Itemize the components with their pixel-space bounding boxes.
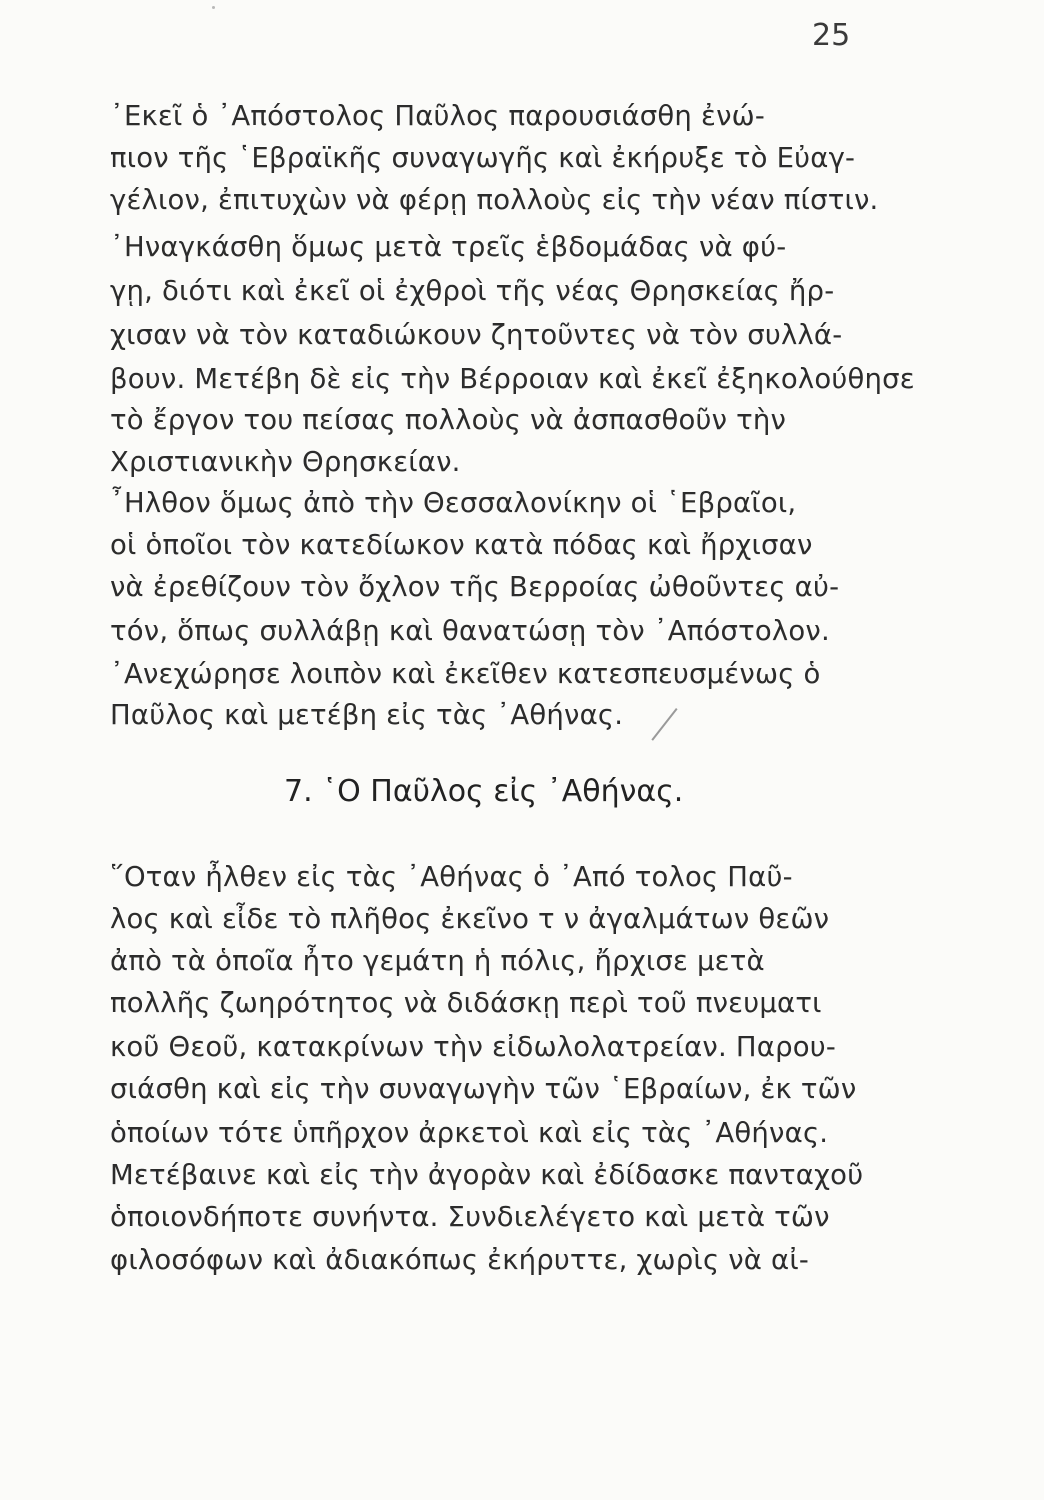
text-line: πιον τῆς ῾Εβραϊκῆς συναγωγῆς καὶ ἐκήρυξε τὸ Εὐαγ- — [110, 142, 856, 174]
text-line: ῏Ηλθον ὅμως ἀπὸ τὴν Θεσσαλονίκην οἱ ῾Εβραῖοι, — [110, 487, 797, 519]
text-line: βουν. Μετέβη δὲ εἰς τὴν Βέρροιαν καὶ ἐκεῖ ἐξηκολούθησε — [110, 363, 915, 395]
text-line: ὁποιονδήποτε συνήντα. Συνδιελέγετο καὶ μετὰ τῶν — [110, 1201, 830, 1233]
text-line: γέλιον, ἐπιτυχὼν νὰ φέρῃ πολλοὺς εἰς τὴν νέαν πίστιν. — [110, 184, 879, 216]
scan-speck — [212, 6, 215, 9]
text-line: φιλοσόφων καὶ ἀδιακόπως ἐκήρυττε, χωρὶς νὰ αἰ- — [110, 1244, 810, 1276]
text-line: ᾿Ανεχώρησε λοιπὸν καὶ ἐκεῖθεν κατεσπευσμένως ὁ — [110, 658, 821, 690]
pencil-mark — [651, 708, 677, 741]
text-line: χισαν νὰ τὸν καταδιώκουν ζητοῦντες νὰ τὸν συλλά- — [110, 319, 843, 351]
text-line: Χριστιανικὴν Θρησκείαν. — [110, 446, 461, 478]
text-line: ἀπὸ τὰ ὁποῖα ἦτο γεμάτη ἡ πόλις, ἤρχισε μετὰ — [110, 945, 765, 977]
text-line: νὰ ἐρεθίζουν τὸν ὄχλον τῆς Βερροίας ὠθοῦντες αὐ- — [110, 571, 840, 603]
text-line: Παῦλος καὶ μετέβη εἰς τὰς ᾿Αθήνας. — [110, 699, 624, 731]
page-number: 25 — [812, 18, 851, 53]
section-heading: 7. ῾Ο Παῦλος εἰς ᾿Αθήνας. — [284, 774, 684, 809]
text-line: ὁποίων τότε ὑπῆρχον ἀρκετοὶ καὶ εἰς τὰς ᾿Αθήνας. — [110, 1117, 829, 1149]
text-line: πολλῆς ζωηρότητος νὰ διδάσκῃ περὶ τοῦ πνευματι — [110, 987, 822, 1019]
text-line: σιάσθη καὶ εἰς τὴν συναγωγὴν τῶν ῾Εβραίων, ἐκ τῶν — [110, 1073, 857, 1105]
text-line: ᾿Εκεῖ ὁ ᾿Απόστολος Παῦλος παρουσιάσθη ἐνώ- — [110, 100, 765, 132]
text-line: Μετέβαινε καὶ εἰς τὴν ἀγορὰν καὶ ἐδίδασκε πανταχοῦ — [110, 1159, 864, 1191]
text-line: κοῦ Θεοῦ, κατακρίνων τὴν εἰδωλολατρείαν. Παρου- — [110, 1031, 836, 1063]
text-line: γῃ, διότι καὶ ἐκεῖ οἱ ἐχθροὶ τῆς νέας Θρησκείας ἤρ- — [110, 275, 835, 307]
text-line: οἱ ὁποῖοι τὸν κατεδίωκον κατὰ πόδας καὶ ἤρχισαν — [110, 529, 813, 561]
text-line: τὸ ἔργον του πείσας πολλοὺς νὰ ἀσπασθοῦν τὴν — [110, 404, 787, 436]
text-line: λος καὶ εἶδε τὸ πλῆθος ἐκεῖνο τ ν ἀγαλμάτων θεῶν — [110, 903, 830, 935]
text-line: ῞Οταν ἦλθεν εἰς τὰς ᾿Αθήνας ὁ ᾿Από τολος Παῦ- — [110, 861, 793, 893]
text-line: ᾿Ηναγκάσθη ὅμως μετὰ τρεῖς ἑβδομάδας νὰ φύ- — [110, 231, 787, 263]
text-line: τόν, ὅπως συλλάβῃ καὶ θανατώσῃ τὸν ᾿Απόστολον. — [110, 615, 830, 647]
